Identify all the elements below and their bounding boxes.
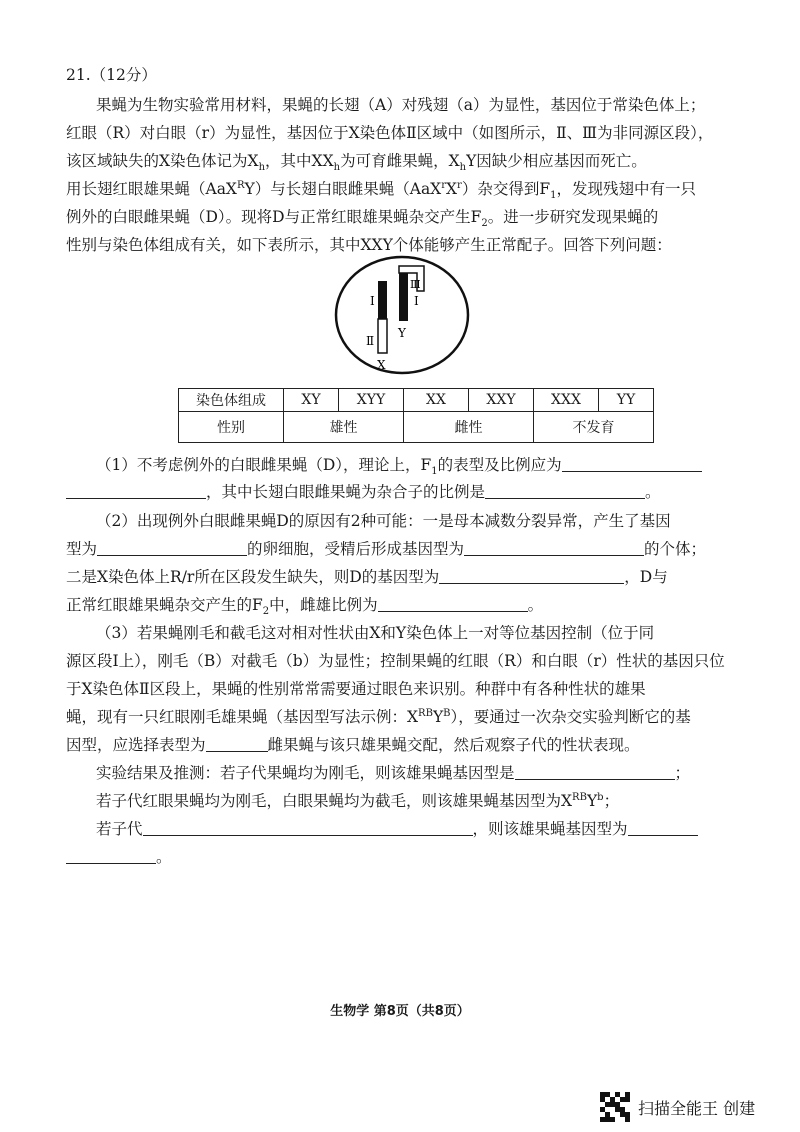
question-number: 21.（12分） xyxy=(66,66,157,84)
q3-line-7: 若子代红眼果蝇均为刚毛，白眼果蝇均为截毛，则该雄果蝇基因型为$X^{RB}Y^b$； xyxy=(96,791,620,810)
y-region-1 xyxy=(399,273,408,321)
chromosome-diagram xyxy=(332,253,472,378)
label-y: Y xyxy=(398,326,406,340)
label-region3: Ⅲ xyxy=(410,278,421,291)
table-cell: 雌性 xyxy=(404,412,534,443)
chromosome-table xyxy=(178,388,654,443)
table-cell: XX xyxy=(404,389,469,412)
table-cell: YY xyxy=(599,389,654,412)
answer-blank[interactable] xyxy=(562,455,702,472)
qr-code-icon xyxy=(600,1092,630,1122)
q3-line-9: 。 xyxy=(66,846,172,868)
answer-blank[interactable] xyxy=(464,539,644,556)
answer-blank[interactable] xyxy=(485,482,645,499)
q3-line-5: 因型，应选择表型为 雌果蝇与该只雄果蝇交配，然后观察子代的性状表现。 xyxy=(66,736,640,754)
answer-blank[interactable] xyxy=(378,595,528,612)
intro-line-5: 例外的白眼雌果蝇（D）。现将D与正常红眼雄果蝇杂交产生$F_2$。进一步研究发现果蝇的 xyxy=(66,208,659,230)
q2-line-3: 二是X染色体上R/r所在区段发生缺失，则D的基因型为 ，D与 xyxy=(66,568,668,586)
q3-line-4: 蝇，现有一只红眼刚毛雄果蝇（基因型写法示例：$X^{RB}Y^B$），要通过一次杂交实验判断它的基 xyxy=(66,707,691,726)
table-cell: 不发育 xyxy=(534,412,654,443)
table-cell: 雄性 xyxy=(284,412,404,443)
q3-line-2: 源区段Ⅰ上），刚毛（B）对截毛（b）为显性；控制果蝇的红眼（R）和白眼（r）性状的基因只位 xyxy=(66,652,725,670)
q3-line-3: 于X染色体Ⅱ区段上，果蝇的性别常常需要通过眼色来识别。种群中有各种性状的雄果 xyxy=(66,680,646,698)
q3-line-6: 实验结果及推测：若子代果蝇均为刚毛，则该雄果蝇基因型是 ； xyxy=(96,764,691,782)
answer-blank[interactable] xyxy=(66,847,156,864)
table-row xyxy=(179,389,654,412)
table-cell: XXX xyxy=(534,389,599,412)
answer-blank[interactable] xyxy=(206,735,268,752)
answer-blank[interactable] xyxy=(66,482,206,499)
intro-line-6: 性别与染色体组成有关，如下表所示，其中XXY个体能够产生正常配子。回答下列问题： xyxy=(66,236,672,254)
table-header-sex: 性别 xyxy=(179,412,284,443)
answer-blank[interactable] xyxy=(97,539,247,556)
answer-blank[interactable] xyxy=(515,763,675,780)
q3-line-1: （3）若果蝇刚毛和截毛这对相对性状由X和Y染色体上一对等位基因控制（位于同 xyxy=(96,624,655,642)
brand-label: 扫描全能王 创建 xyxy=(638,1098,756,1118)
q2-line-4: 正常红眼雄果蝇杂交产生的$F_2$中，雌雄比例为 。 xyxy=(66,596,544,618)
table-cell: XYY xyxy=(339,389,404,412)
answer-blank[interactable] xyxy=(143,819,473,836)
table-row xyxy=(179,412,654,443)
q2-line-2: 型为 的卵细胞，受精后形成基因型为 的个体； xyxy=(66,540,707,558)
label-region1-right: Ⅰ xyxy=(414,294,419,308)
label-region2: Ⅱ xyxy=(366,334,375,348)
answer-blank[interactable] xyxy=(439,567,624,584)
intro-line-4: 用长翅红眼雄果蝇（AaX$^R$Y）与长翅白眼雌果蝇$(AaX^rX^r)$杂交得到$F_1$，发现残翅中有一只 xyxy=(66,179,696,202)
x-region-1 xyxy=(378,281,387,319)
x-region-2 xyxy=(378,319,387,353)
table-cell: XY xyxy=(284,389,339,412)
scanner-watermark xyxy=(600,1092,790,1122)
intro-line-2: 红眼（R）对白眼（r）为显性，基因位于X染色体Ⅱ区域中（如图所示，Ⅱ、Ⅲ为非同源区段）， xyxy=(66,124,714,142)
table-cell: XXY xyxy=(469,389,534,412)
table-header-composition: 染色体组成 xyxy=(179,389,284,412)
intro-line-3: 该区域缺失的X染色体记为$X_h$，其中$XX_h$为可育雌果蝇，$X_hY$因缺少相应基因而死亡。 xyxy=(66,152,647,174)
q1-line-1: （1）不考虑例外的白眼雌果蝇（D），理论上，$F_1$的表型及比例应为 xyxy=(96,454,702,476)
q3-line-8: 若子代 ，则该雄果蝇基因型为 xyxy=(96,818,698,840)
answer-blank[interactable] xyxy=(628,819,698,836)
label-region1-left: Ⅰ xyxy=(370,294,375,308)
q2-line-1: （2）出现例外白眼雌果蝇D的原因有2种可能：一是母本减数分裂异常，产生了基因 xyxy=(96,512,671,530)
q1-line-2: ，其中长翅白眼雌果蝇为杂合子的比例是 。 xyxy=(66,481,661,503)
intro-line-1: 果蝇为生物实验常用材料，果蝇的长翅（A）对残翅（a）为显性，基因位于常染色体上； xyxy=(96,96,706,114)
page-footer: 生物学 第8页（共8页） xyxy=(330,1004,470,1019)
label-x: X xyxy=(377,358,386,372)
